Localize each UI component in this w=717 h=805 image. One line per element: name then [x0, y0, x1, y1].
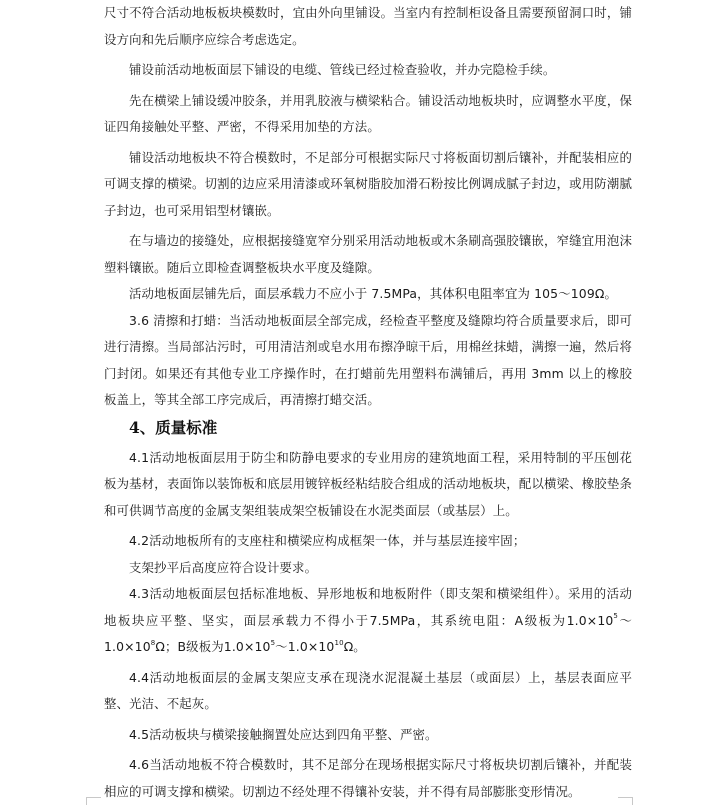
- standard-4-3: [104, 581, 632, 661]
- paragraph-load-capacity: 活动地板面层铺先后，面层承载力不应小于 7.5MPa，其体积电阻率宜为 105～109Ω。: [129, 286, 618, 301]
- standard-4-1: 4.1活动地板面层用于防尘和防静电要求的专业用房的建筑地面工程，采用特制的平压刨花板为基材，表面饰以装饰板和底层用镀锌板经粘结胶合组成的活动地板块，配以横梁、橡胶垫条和可供调节高度的金属支架组装成架空板铺设在水泥类面层（或基层）上。: [104, 449, 632, 518]
- exponent-d: 10: [334, 638, 344, 647]
- section-heading-quality-standards: 4、质量标准: [129, 417, 218, 437]
- paragraph-wall-joints: 在与墙边的接缝处，应根据接缝宽窄分别采用活动地板或木条刷高强胶镶嵌，窄缝宜用泡沫塑料镶嵌。随后立即检查调整板块水平度及缝隙。: [104, 233, 632, 275]
- standard-4-3-text-e: Ω。: [343, 639, 366, 654]
- standard-4-3-text-c: Ω；B级板为1.0×10: [155, 639, 271, 654]
- standard-4-6: 4.6当活动地板不符合模数时，其不足部分在现场根据实际尺寸将板块切割后镶补，并配装相应的可调支撑和横梁。切割边不经处理不得镶补安装，并不得有局部膨胀变形情况。: [104, 757, 632, 799]
- margin-corner-mark-right: [618, 797, 633, 805]
- standard-4-4: 4.4活动地板面层的金属支架应支承在现浇水泥混凝土基层（或面层）上，基层表面应平整、光洁、不起灰。: [104, 669, 632, 711]
- standard-4-5: 4.5活动板块与横梁接触搁置处应达到四角平整、严密。: [129, 726, 438, 742]
- standard-4-3-text-a: 4.3活动地板面层包括标准地板、异形地板和地板附件（即支架和横梁组件）。采用的活动地板块应平整、坚实，面层承载力不得小于7.5MPa，其系统电阻：A级板为1.0×10: [104, 586, 632, 628]
- paragraph-buffer-strip: 先在横梁上铺设缓冲胶条，并用乳胶液与横梁粘合。铺设活动地板块时，应调整水平度，保证四角接触处平整、严密，不得采用加垫的方法。: [104, 92, 632, 134]
- exponent-a: 5: [613, 612, 619, 621]
- standard-4-2: 4.2活动地板所有的支座柱和横梁应构成框架一体，并与基层连接牢固；: [129, 533, 526, 548]
- standard-4-2-support: 支架抄平后高度应符合设计要求。: [129, 559, 318, 575]
- paragraph-cut-patching: 铺设活动地板块不符合模数时，不足部分可根据实际尺寸将板面切割后镶补，并配装相应的可调支撑的横梁。切割的边应采用清漆或环氧树脂胶加滑石粉按比例调成腻子封边，或用防潮腻子封边，也可采用铝型材镶嵌。: [104, 149, 632, 218]
- standard-4-3-text-d: ～1.0×10: [275, 639, 335, 654]
- margin-corner-mark-left: [86, 797, 101, 805]
- paragraph-precheck: 铺设前活动地板面层下铺设的电缆、管线已经过检查验收，并办完隐检手续。: [129, 62, 556, 77]
- paragraph-cleaning-waxing: 3.6 清擦和打蜡：当活动地板面层全部完成，经检查平整度及缝隙均符合质量要求后，即可进行清擦。当局部沾污时，可用清洁剂或皂水用布擦净晾干后，用棉丝抹蜡，满擦一遍，然后将门封闭。如果还有其他专业工序操作时，在打蜡前先用塑料布满铺后，再用 3mm 以上的橡胶板盖上，等其全部工序完成后，再清擦打蜡交活。: [104, 312, 632, 407]
- standard-4-3-text-b: ～1.0×10: [104, 612, 632, 654]
- paragraph-layout-direction: 尺寸不符合活动地板板块模数时，宜由外向里铺设。当室内有控制柜设备且需要预留洞口时，铺设方向和先后顺序应综合考虑选定。: [104, 5, 632, 47]
- document-body: [104, 0, 632, 805]
- exponent-c: 5: [270, 638, 276, 647]
- exponent-b: 8: [150, 638, 156, 647]
